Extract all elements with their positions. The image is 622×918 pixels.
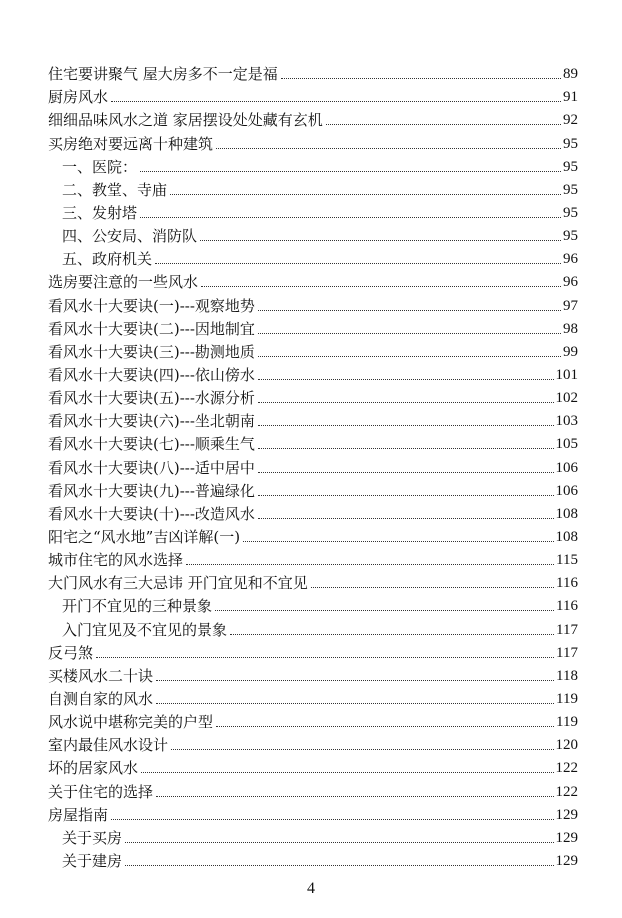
toc-entry-title: 看风水十大要诀(三)---勘测地质 — [48, 342, 255, 361]
dot-leader — [140, 171, 561, 172]
dot-leader — [258, 495, 554, 496]
toc-entry-page: 89 — [563, 66, 578, 83]
page-number: 4 — [307, 880, 315, 897]
toc-entry[interactable] — [48, 106, 578, 129]
toc-entry[interactable] — [48, 824, 578, 847]
table-of-contents — [48, 60, 578, 870]
dot-leader — [311, 587, 554, 588]
toc-entry-page: 129 — [555, 806, 578, 823]
dot-leader — [258, 356, 561, 357]
toc-entry-title: 看风水十大要诀(九)---普遍绿化 — [48, 481, 255, 500]
toc-entry-page: 102 — [555, 390, 578, 407]
toc-entry-title: 看风水十大要诀(二)---因地制宜 — [48, 319, 255, 338]
dot-leader — [281, 78, 561, 79]
toc-entry[interactable] — [48, 801, 578, 824]
toc-entry-title: 四、公安局、消防队 — [62, 227, 198, 246]
toc-entry-page: 99 — [563, 343, 578, 360]
dot-leader — [258, 379, 554, 380]
dot-leader — [140, 217, 561, 218]
toc-entry[interactable] — [48, 754, 578, 777]
dot-leader — [170, 194, 561, 195]
toc-entry[interactable] — [48, 384, 578, 407]
toc-entry[interactable] — [48, 361, 578, 384]
toc-entry[interactable] — [48, 847, 578, 870]
toc-entry[interactable] — [48, 199, 578, 222]
toc-entry[interactable] — [48, 639, 578, 662]
toc-entry-title: 二、教堂、寺庙 — [62, 180, 168, 199]
toc-entry-title: 住宅要讲聚气 屋大房多不一定是福 — [48, 65, 278, 84]
toc-entry-page: 96 — [563, 251, 578, 268]
toc-entry-page: 96 — [563, 274, 578, 291]
toc-entry-page: 115 — [556, 552, 578, 569]
toc-entry-title: 一、医院： — [62, 157, 138, 176]
dot-leader — [215, 610, 554, 611]
toc-entry-page: 95 — [563, 135, 578, 152]
dot-leader — [216, 148, 561, 149]
dot-leader — [243, 541, 553, 542]
dot-leader — [186, 564, 554, 565]
toc-entry-title: 反弓煞 — [48, 643, 94, 662]
toc-entry-title: 看风水十大要诀(十)---改造风水 — [48, 504, 255, 523]
toc-entry-page: 98 — [563, 320, 578, 337]
toc-entry[interactable] — [48, 338, 578, 361]
toc-entry[interactable] — [48, 83, 578, 106]
toc-entry-page: 122 — [555, 760, 578, 777]
toc-entry[interactable] — [48, 731, 578, 754]
toc-entry-page: 116 — [556, 598, 578, 615]
toc-entry-title: 细细品味风水之道 家居摆设处处藏有玄机 — [48, 111, 323, 130]
dot-leader — [111, 101, 561, 102]
dot-leader — [156, 796, 553, 797]
dot-leader — [258, 448, 554, 449]
toc-entry-page: 105 — [555, 436, 578, 453]
toc-entry[interactable] — [48, 615, 578, 638]
dot-leader — [326, 124, 561, 125]
toc-entry-page: 103 — [555, 413, 578, 430]
toc-entry-page: 129 — [555, 852, 578, 869]
dot-leader — [125, 842, 553, 843]
dot-leader — [141, 772, 553, 773]
toc-entry-page: 118 — [556, 667, 578, 684]
toc-entry[interactable] — [48, 176, 578, 199]
toc-entry-page: 106 — [555, 459, 578, 476]
toc-entry-page: 95 — [563, 204, 578, 221]
toc-entry-title: 城市住宅的风水选择 — [48, 551, 184, 570]
toc-entry-page: 95 — [563, 158, 578, 175]
toc-entry-title: 入门宜见及不宜见的景象 — [62, 620, 228, 639]
dot-leader — [216, 726, 554, 727]
dot-leader — [258, 310, 561, 311]
toc-entry[interactable] — [48, 592, 578, 615]
toc-entry-title: 关于住宅的选择 — [48, 782, 154, 801]
toc-entry-title: 关于买房 — [62, 828, 123, 847]
toc-entry-page: 106 — [555, 482, 578, 499]
toc-entry-page: 116 — [556, 575, 578, 592]
dot-leader — [258, 333, 561, 334]
dot-leader — [230, 634, 554, 635]
toc-entry-title: 看风水十大要诀(六)---坐北朝南 — [48, 412, 255, 431]
toc-entry-title: 关于建房 — [62, 851, 123, 870]
toc-entry-page: 119 — [556, 714, 578, 731]
dot-leader — [156, 703, 554, 704]
toc-entry-title: 三、发射塔 — [62, 203, 138, 222]
dot-leader — [156, 680, 554, 681]
toc-entry-title: 室内最佳风水设计 — [48, 736, 169, 755]
toc-entry[interactable] — [48, 315, 578, 338]
toc-entry-title: 五、政府机关 — [62, 250, 153, 269]
toc-entry-page: 97 — [563, 297, 578, 314]
toc-entry[interactable] — [48, 523, 578, 546]
toc-entry[interactable] — [48, 500, 578, 523]
toc-entry-title: 开门不宜见的三种景象 — [62, 597, 213, 616]
toc-entry[interactable] — [48, 546, 578, 569]
dot-leader — [200, 240, 561, 241]
toc-entry[interactable] — [48, 129, 578, 152]
toc-entry[interactable] — [48, 477, 578, 500]
toc-entry[interactable] — [48, 407, 578, 430]
dot-leader — [258, 472, 554, 473]
toc-entry[interactable] — [48, 222, 578, 245]
toc-entry[interactable] — [48, 291, 578, 314]
dot-leader — [258, 425, 554, 426]
dot-leader — [258, 402, 554, 403]
toc-entry-title: 买房绝对要远离十种建筑 — [48, 134, 214, 153]
toc-entry[interactable] — [48, 60, 578, 83]
dot-leader — [155, 263, 561, 264]
toc-entry[interactable] — [48, 662, 578, 685]
toc-entry-title: 大门风水有三大忌讳 开门宜见和不宜见 — [48, 574, 308, 593]
toc-entry-page: 101 — [555, 366, 578, 383]
toc-entry-page: 92 — [563, 112, 578, 129]
toc-entry-title: 厨房风水 — [48, 88, 109, 107]
dot-leader — [171, 749, 553, 750]
dot-leader — [96, 657, 554, 658]
toc-entry-title: 风水说中堪称完美的户型 — [48, 713, 214, 732]
toc-entry-title: 看风水十大要诀(一)---观察地势 — [48, 296, 255, 315]
toc-entry-title: 阳宅之“风水地”吉凶详解(一) — [48, 527, 241, 546]
toc-entry[interactable] — [48, 268, 578, 291]
toc-entry-page: 129 — [555, 829, 578, 846]
dot-leader — [125, 865, 553, 866]
toc-entry-title: 选房要注意的一些风水 — [48, 273, 199, 292]
toc-entry-page: 91 — [563, 89, 578, 106]
toc-entry[interactable] — [48, 245, 578, 268]
toc-entry-page: 120 — [555, 737, 578, 754]
toc-entry[interactable] — [48, 777, 578, 800]
toc-entry[interactable] — [48, 708, 578, 731]
toc-entry[interactable] — [48, 153, 578, 176]
toc-entry-page: 122 — [555, 783, 578, 800]
toc-entry[interactable] — [48, 430, 578, 453]
toc-entry-page: 117 — [556, 621, 578, 638]
toc-entry[interactable] — [48, 685, 578, 708]
toc-entry-title: 自测自家的风水 — [48, 689, 154, 708]
dot-leader — [201, 286, 561, 287]
toc-entry[interactable] — [48, 569, 578, 592]
toc-entry-page: 108 — [555, 505, 578, 522]
toc-entry[interactable] — [48, 453, 578, 476]
toc-entry-title: 买楼风水二十诀 — [48, 666, 154, 685]
toc-entry-title: 房屋指南 — [48, 805, 109, 824]
dot-leader — [111, 819, 553, 820]
toc-entry-title: 看风水十大要诀(八)---适中居中 — [48, 458, 255, 477]
toc-entry-page: 95 — [563, 181, 578, 198]
dot-leader — [258, 518, 554, 519]
toc-entry-title: 看风水十大要诀(七)---顺乘生气 — [48, 435, 255, 454]
toc-entry-title: 看风水十大要诀(五)---水源分析 — [48, 389, 255, 408]
toc-entry-page: 95 — [563, 228, 578, 245]
toc-entry-title: 看风水十大要诀(四)---依山傍水 — [48, 365, 255, 384]
toc-entry-page: 119 — [556, 690, 578, 707]
toc-entry-title: 坏的居家风水 — [48, 759, 139, 778]
toc-entry-page: 108 — [555, 528, 578, 545]
toc-entry-page: 117 — [556, 644, 578, 661]
